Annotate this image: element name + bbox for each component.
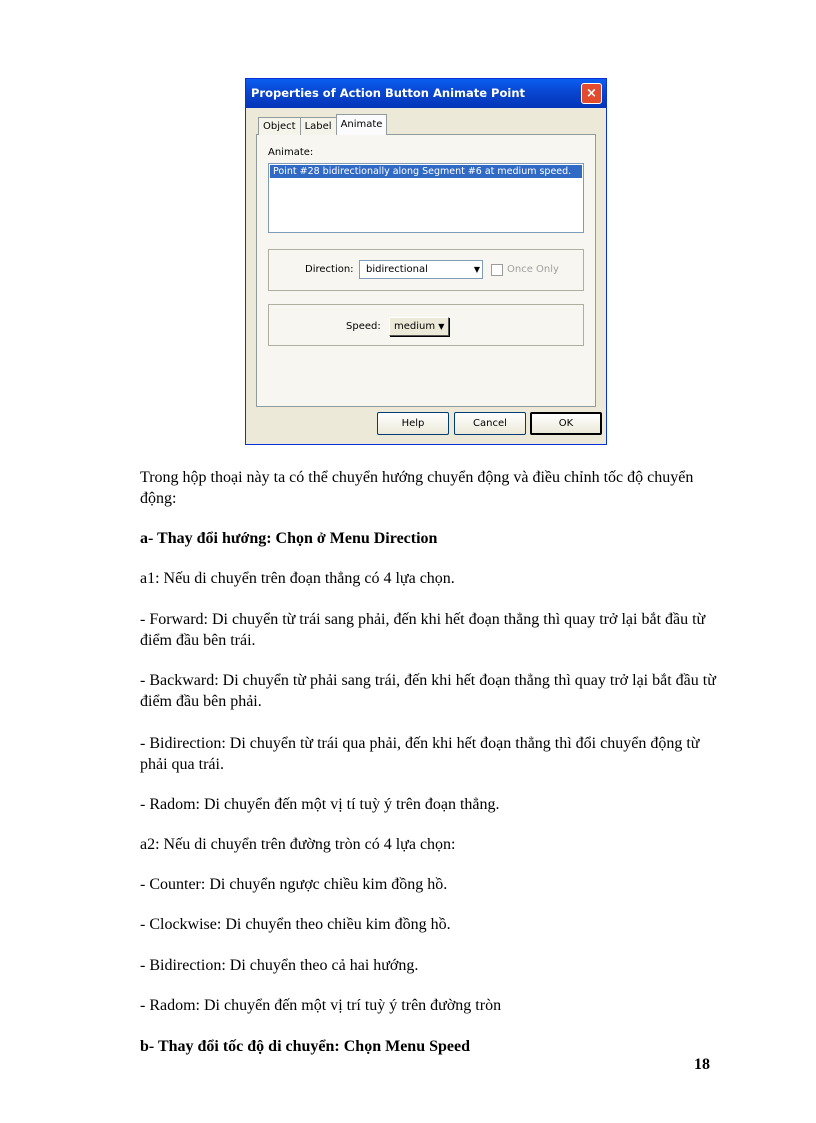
- speed-group: [268, 304, 584, 346]
- close-icon[interactable]: ×: [581, 83, 602, 104]
- once-only-label: Once Only: [507, 264, 559, 275]
- speed-label: Speed:: [346, 321, 381, 332]
- list-item[interactable]: Point #28 bidirectionally along Segment #6 at medium speed.: [270, 165, 582, 178]
- tab-label[interactable]: Label: [300, 117, 337, 135]
- cancel-button[interactable]: Cancel: [454, 412, 526, 435]
- direction-select[interactable]: [359, 260, 483, 279]
- backward-paragraph: - Backward: Di chuyển từ phải sang trái, đến khi hết đoạn thẳng thì quay trở lại bắt đầu từ điểm đầu bên phải.: [140, 672, 716, 710]
- help-button[interactable]: Help: [377, 412, 449, 435]
- page-number: 18: [694, 1056, 710, 1073]
- forward-paragraph: - Forward: Di chuyển từ trái sang phải, đến khi hết đoạn thẳng thì quay trở lại bắt đầu từ điểm đầu bên trái.: [140, 611, 706, 649]
- bidirection-line-paragraph: - Bidirection: Di chuyển từ trái qua phải, đến khi hết đoạn thẳng thì đổi chuyển động từ phải qua trái.: [140, 735, 700, 773]
- chevron-down-icon: ▼: [473, 265, 480, 274]
- chevron-down-icon: ▼: [438, 322, 445, 331]
- dialog-title: Properties of Action Button Animate Point: [246, 79, 606, 108]
- ok-button[interactable]: OK: [530, 412, 602, 435]
- bidirection-circle-paragraph: - Bidirection: Di chuyển theo cả hai hướng.: [140, 957, 419, 974]
- heading-a: a- Thay đổi hướng: Chọn ở Menu Direction: [140, 530, 438, 547]
- counter-paragraph: - Counter: Di chuyển ngược chiều kim đồng hồ.: [140, 876, 448, 893]
- animate-listbox[interactable]: [268, 163, 584, 233]
- radom-line-paragraph: - Radom: Di chuyển đến một vị tí tuỳ ý trên đoạn thẳng.: [140, 796, 500, 813]
- once-only-checkbox[interactable]: [491, 264, 503, 276]
- radom-circle-paragraph: - Radom: Di chuyển đến một vị trí tuỳ ý trên đường tròn: [140, 997, 502, 1014]
- a2-paragraph: a2: Nếu di chuyển trên đường tròn có 4 lựa chọn:: [140, 836, 456, 853]
- direction-group: [268, 249, 584, 291]
- speed-select[interactable]: [389, 317, 449, 336]
- intro-paragraph: Trong hộp thoại này ta có thể chuyển hướng chuyển động và điều chỉnh tốc độ chuyển động:: [140, 469, 694, 507]
- animate-label: Animate:: [268, 147, 314, 158]
- direction-value: bidirectional: [366, 264, 428, 275]
- clockwise-paragraph: - Clockwise: Di chuyển theo chiều kim đồng hồ.: [140, 916, 451, 933]
- properties-dialog: [245, 78, 607, 445]
- tab-animate[interactable]: Animate: [336, 114, 388, 135]
- a1-paragraph: a1: Nếu di chuyển trên đoạn thẳng có 4 lựa chọn.: [140, 570, 455, 587]
- tab-strip: [258, 115, 386, 135]
- speed-value: medium: [394, 321, 436, 332]
- heading-b: b- Thay đổi tốc độ di chuyển: Chọn Menu Speed: [140, 1038, 470, 1055]
- direction-label: Direction:: [305, 264, 354, 275]
- tab-object[interactable]: Object: [258, 117, 301, 135]
